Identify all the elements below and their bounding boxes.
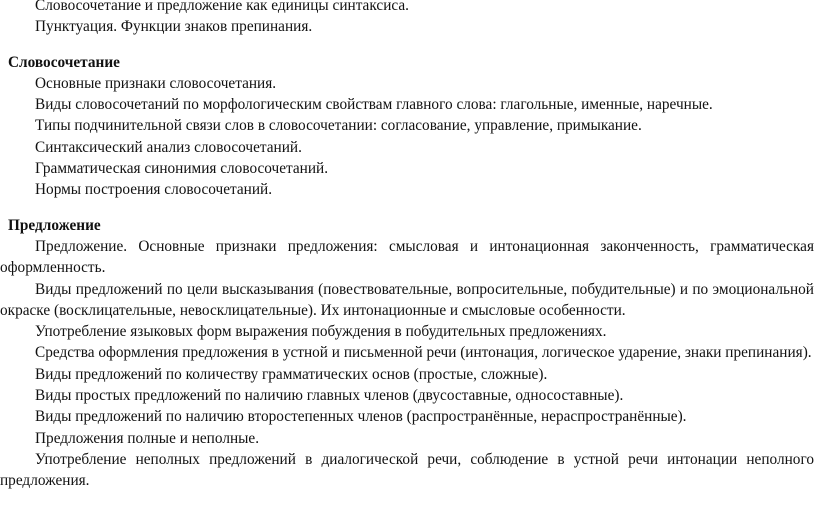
section1-item: Грамматическая синонимия словосочетаний. [35, 160, 329, 178]
intro-line-1: Словосочетание и предложение как единицы синтаксиса. [35, 0, 409, 14]
section1-item: Синтаксический анализ словосочетаний. [35, 138, 302, 156]
section2-item: Виды предложений по цели высказывания (повествовательные, вопросительные, побудительные) и по эмоциональной окраске (восклицательные, невосклицательные). Их интонационные и смысловые особенности. [0, 280, 814, 319]
section2-item: Употребление языковых форм выражения побуждения в побудительных предложениях. [35, 323, 607, 341]
section1-item: Виды словосочетаний по морфологическим свойствам главного слова: глагольные, именные, наречные. [35, 96, 713, 114]
section2-item: Предложения полные и неполные. [35, 429, 260, 447]
spacer [0, 38, 816, 52]
section1-item: Типы подчинительной связи слов в словосочетании: согласование, управление, примыкание. [35, 117, 642, 135]
section-heading-sentence: Предложение [8, 216, 101, 234]
section2-item: Средства оформления предложения в устной и письменной речи (интонация, логическое ударение, знаки препинания). [35, 344, 812, 362]
section-heading-phrase: Словосочетание [8, 53, 120, 71]
section1-item: Основные признаки словосочетания. [35, 74, 277, 92]
section1-item: Нормы построения словосочетаний. [35, 181, 273, 199]
intro-line-2: Пунктуация. Функции знаков препинания. [35, 18, 313, 36]
spacer [0, 201, 816, 215]
section2-item: Предложение. Основные признаки предложения: смысловая и интонационная законченность, грамматическая оформленность. [0, 237, 814, 277]
section2-item: Виды предложений по количеству грамматических основ (простые, сложные). [35, 365, 548, 383]
section2-item: Употребление неполных предложений в диалогической речи, соблюдение в устной речи интонации неполного предложения. [0, 450, 814, 490]
section2-item: Виды предложений по наличию второстепенных членов (распространённые, нераспространённые). [35, 408, 687, 426]
section2-item: Виды простых предложений по наличию главных членов (двусоставные, односоставные). [35, 387, 624, 405]
